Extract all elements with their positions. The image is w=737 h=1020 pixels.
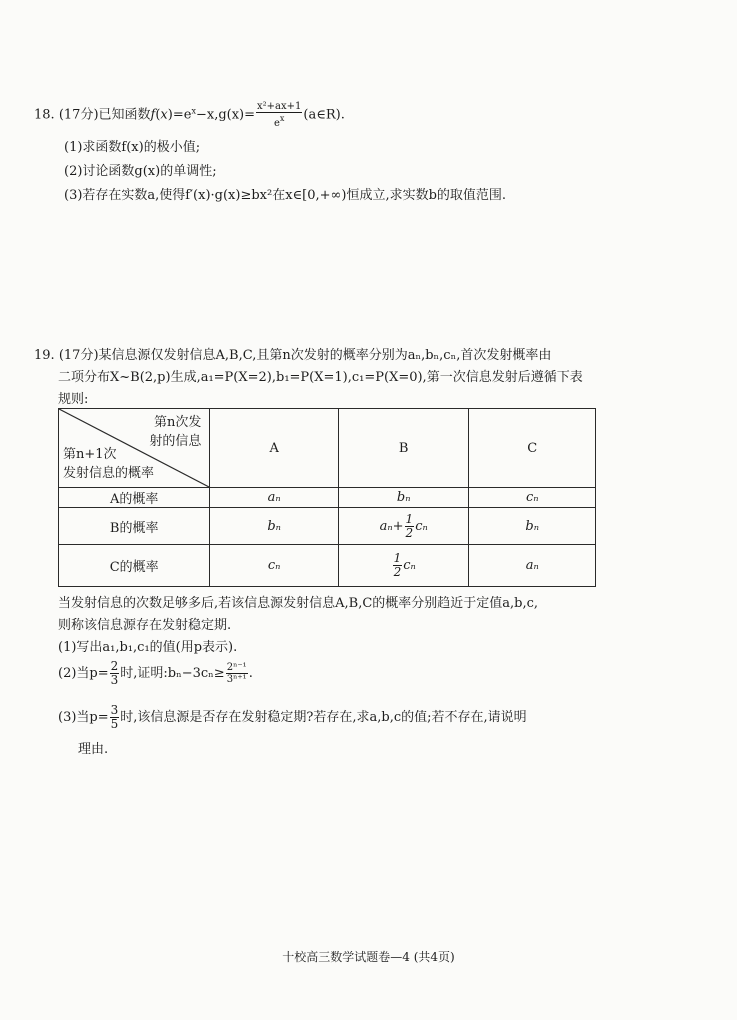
cell-a-a: aₙ (210, 488, 339, 508)
corner-top-line1: 第n次发 (154, 415, 202, 430)
q18-g-den-base: e (273, 118, 280, 129)
cell-c-b-cn: cₙ (403, 558, 416, 573)
q18-stem-prefix: 已知函数 (98, 107, 151, 123)
q19-p3-frac (110, 704, 120, 731)
q19-part2 (58, 660, 253, 687)
row-label-b: B的概率 (59, 508, 210, 545)
q18-part3: (3)若存在实数a,使得f′(x)·g(x)≥bx²在x∈[0,+∞)恒成立,求实数b的取值范围. (64, 188, 507, 203)
q18-number: 18. (34, 107, 55, 123)
col-header-a: A (210, 409, 339, 488)
table-row (59, 545, 596, 587)
q19-score: (17分) (58, 348, 99, 363)
row-label-a: A的概率 (59, 488, 210, 508)
q19-p2-pre: (2)当p= (58, 666, 109, 681)
q19-p3-frac-num: 3 (110, 703, 119, 717)
q18-g-den-exp: x (279, 114, 285, 123)
table-row (59, 508, 596, 545)
q18-f-def: =e (172, 107, 192, 123)
cell-b-b (338, 508, 469, 545)
col-header-c: C (469, 409, 596, 488)
q19-line1 (34, 344, 551, 363)
corner-top-line2: 射的信息 (149, 434, 202, 449)
q19-after1: 当发射信息的次数足够多后,若该信息源发射信息A,B,C的概率分别趋近于定值a,b,c, (58, 596, 539, 611)
q19-p2-frac-den: 3 (110, 673, 119, 687)
cell-b-a: bₙ (210, 508, 339, 545)
q19-p3-frac-den: 5 (110, 717, 119, 731)
q19-p3-mid: 时,该信息源是否存在发射稳定期?若存在,求a,b,c的值;若不存在,请说明 (120, 710, 527, 725)
q18-g-denominator (256, 113, 302, 129)
half-den: 2 (393, 565, 402, 579)
q18-f-name: f (150, 107, 156, 123)
q18-g-numerator: x²+ax+1 (257, 101, 302, 112)
corner-bottom-label (63, 445, 154, 483)
q18-stem: 18. (17分)已知函数$f(x)=e^x-x,g(x)=$ $\frac{\text{x²+ax+1}}{e^x}$ (a∈R). (34, 101, 345, 129)
table-row (59, 488, 596, 508)
q19-number: 19. (34, 348, 55, 363)
corner-bottom-line2: 发射信息的概率 (63, 466, 155, 481)
cell-a-c: cₙ (469, 488, 596, 508)
q19-p2-rhs (226, 662, 248, 685)
half-fraction (405, 513, 415, 540)
corner-bottom-line1: 第n+1次 (63, 447, 117, 462)
q18-domain: (a∈R). (303, 107, 345, 123)
cell-b-b-cn: cₙ (415, 518, 428, 534)
q18-score: (17分) (58, 107, 99, 123)
probability-table (58, 408, 596, 587)
table-corner-cell (59, 409, 210, 488)
half-den: 2 (405, 525, 414, 540)
q18-f-var: x (160, 107, 168, 123)
col-header-b: B (338, 409, 469, 488)
q19-line3: 规则: (58, 392, 89, 407)
q19-after2: 则称该信息源存在发射稳定期. (58, 618, 232, 633)
q18-f-tail: −x (195, 107, 215, 123)
q18-g-fraction (256, 101, 302, 129)
row-label-c: C的概率 (59, 545, 210, 587)
half-num: 1 (405, 511, 414, 526)
cell-b-c: bₙ (469, 508, 596, 545)
q19-line2: 二项分布X~B(2,p)生成,a₁=P(X=2),b₁=P(X=1),c₁=P(X=0),第一次信息发射后遵循下表 (58, 370, 583, 385)
page-footer: 十校高三数学试题卷—4 (共4页) (282, 950, 455, 964)
q19-part3-line2: 理由. (78, 742, 109, 757)
cell-c-c: aₙ (469, 545, 596, 587)
cell-c-b (338, 545, 469, 587)
cell-a-b: bₙ (338, 488, 469, 508)
half-fraction (393, 552, 403, 579)
q19-line1-text: 某信息源仅发射信息A,B,C,且第n次发射的概率分别为aₙ,bₙ,cₙ,首次发射概率由 (98, 348, 552, 363)
q18-f-exp: x (191, 106, 196, 116)
cell-c-a: cₙ (210, 545, 339, 587)
q19-p2-frac-num: 2 (110, 659, 119, 673)
q18-part2: (2)讨论函数g(x)的单调性; (64, 164, 217, 179)
q19-part1: (1)写出a₁,b₁,c₁的值(用p表示). (58, 640, 238, 655)
half-num: 1 (393, 551, 402, 565)
corner-top-label (149, 413, 201, 451)
q19-p2-rhs-den: 3ⁿ⁺¹ (226, 674, 247, 685)
q18-g-label: ,g(x)= (214, 107, 256, 123)
q19-p2-frac (110, 660, 120, 687)
q19-p2-end: . (248, 666, 253, 681)
q19-p3-pre: (3)当p= (58, 710, 109, 725)
q19-part3 (58, 704, 527, 731)
cell-b-b-an: aₙ (379, 518, 393, 534)
cell-b-b-plus: + (392, 518, 404, 534)
q18-part1: (1)求函数f(x)的极小值; (64, 140, 201, 155)
q19-p2-mid: 时,证明:bₙ−3cₙ≥ (120, 666, 225, 681)
q19-p2-rhs-num: 2ⁿ⁻¹ (226, 662, 247, 673)
